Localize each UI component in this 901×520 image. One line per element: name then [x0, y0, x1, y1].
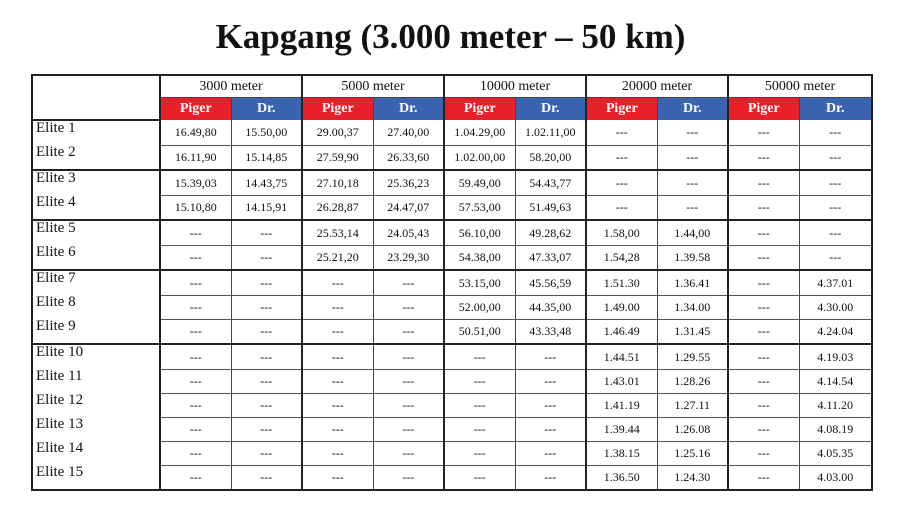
row-label: Elite 6 [32, 245, 160, 270]
time-cell: 14.43,75 [231, 170, 302, 195]
time-cell: --- [728, 145, 799, 170]
time-cell: --- [799, 220, 872, 245]
time-cell: --- [799, 145, 872, 170]
time-cell: 1.41.19 [586, 393, 657, 417]
table-row [32, 195, 872, 220]
time-cell: --- [373, 465, 444, 490]
time-cell: 1.51.30 [586, 270, 657, 295]
time-cell: --- [728, 369, 799, 393]
time-cell: --- [799, 245, 872, 270]
table-row [32, 344, 872, 369]
time-cell: --- [728, 344, 799, 369]
subheader-dr: Dr. [373, 98, 444, 121]
time-cell: --- [160, 319, 231, 344]
time-cell: 57.53,00 [444, 195, 515, 220]
time-cell: 23.29,30 [373, 245, 444, 270]
subheader-piger: Piger [160, 98, 231, 121]
time-cell: 1.39.58 [657, 245, 728, 270]
time-cell: --- [728, 319, 799, 344]
time-cell: 4.03.00 [799, 465, 872, 490]
time-cell: --- [515, 393, 586, 417]
row-label: Elite 5 [36, 220, 76, 236]
time-cell: 15.39,03 [160, 170, 231, 195]
time-cell: 25.53,14 [302, 220, 373, 245]
time-cell: 53.15,00 [444, 270, 515, 295]
subheader-piger: Piger [444, 98, 515, 121]
time-cell: --- [728, 441, 799, 465]
row-label: Elite 14 [36, 440, 84, 456]
time-cell: --- [728, 417, 799, 441]
table-row [32, 170, 872, 195]
time-cell: 1.49.00 [586, 295, 657, 319]
time-cell: 1.54,28 [586, 245, 657, 270]
table-row [32, 295, 872, 319]
time-cell: --- [160, 295, 231, 319]
header-row-distances [32, 75, 872, 98]
time-cell: --- [302, 441, 373, 465]
time-cell: --- [160, 465, 231, 490]
time-cell: 16.11,90 [160, 145, 231, 170]
time-cell: --- [586, 120, 657, 145]
time-cell: 1.44.51 [586, 344, 657, 369]
time-cell: --- [302, 465, 373, 490]
time-cell: --- [728, 295, 799, 319]
time-cell: --- [160, 344, 231, 369]
time-cell: 1.36.41 [657, 270, 728, 295]
time-cell: 44.35,00 [515, 295, 586, 319]
time-cell: --- [373, 369, 444, 393]
time-cell: 4.19.03 [799, 344, 872, 369]
table-row [32, 145, 872, 170]
time-cell: 29.00,37 [302, 120, 373, 145]
time-cell: --- [444, 441, 515, 465]
time-cell: 4.30.00 [799, 295, 872, 319]
time-cell: 1.26.08 [657, 417, 728, 441]
time-cell: 4.14.54 [799, 369, 872, 393]
column-header-3000: 3000 meter [160, 75, 302, 98]
time-cell: 54.38,00 [444, 245, 515, 270]
time-cell: 1.36.50 [586, 465, 657, 490]
time-cell: --- [231, 417, 302, 441]
time-cell: --- [444, 465, 515, 490]
time-cell: --- [302, 417, 373, 441]
time-cell: --- [231, 220, 302, 245]
time-cell: 15.14,85 [231, 145, 302, 170]
time-cell: --- [728, 465, 799, 490]
time-cell: 4.37.01 [799, 270, 872, 295]
time-cell: --- [373, 270, 444, 295]
time-cell: 26.28,87 [302, 195, 373, 220]
time-cell: --- [657, 145, 728, 170]
time-cell: 1.27.11 [657, 393, 728, 417]
time-cell: 1.46.49 [586, 319, 657, 344]
time-cell: --- [444, 417, 515, 441]
row-label: Elite 11 [36, 368, 83, 384]
time-cell: --- [799, 170, 872, 195]
column-header-20000: 20000 meter [586, 75, 728, 98]
time-cell: 1.28.26 [657, 369, 728, 393]
time-cell: 51.49,63 [515, 195, 586, 220]
table-row [32, 220, 872, 245]
time-cell: --- [160, 417, 231, 441]
time-cell: --- [728, 195, 799, 220]
time-cell: 1.58,00 [586, 220, 657, 245]
table-row [32, 120, 872, 145]
row-label: Elite 10 [36, 344, 84, 360]
subheader-piger: Piger [728, 98, 799, 121]
time-cell: 1.29.55 [657, 344, 728, 369]
row-label: Elite 12 [36, 392, 84, 408]
time-cell: 1.34.00 [657, 295, 728, 319]
time-cell: --- [231, 245, 302, 270]
time-cell: 1.02.11,00 [515, 120, 586, 145]
column-header-5000: 5000 meter [302, 75, 444, 98]
time-cell: 56.10,00 [444, 220, 515, 245]
time-cell: --- [373, 295, 444, 319]
time-cell: --- [302, 344, 373, 369]
row-label: Elite 9 [32, 319, 160, 344]
row-label: Elite 7 [36, 270, 76, 286]
time-cell: --- [444, 344, 515, 369]
time-cell: 43.33,48 [515, 319, 586, 344]
time-cell: 52.00,00 [444, 295, 515, 319]
table-row [32, 441, 872, 465]
time-cell: 1.39.44 [586, 417, 657, 441]
time-cell: 4.11.20 [799, 393, 872, 417]
time-cell: --- [444, 393, 515, 417]
time-cell: --- [373, 319, 444, 344]
time-cell: 45.56,59 [515, 270, 586, 295]
time-cell: --- [160, 245, 231, 270]
time-cell: --- [160, 270, 231, 295]
subheader-dr: Dr. [657, 98, 728, 121]
time-cell: 1.24.30 [657, 465, 728, 490]
time-cell: --- [515, 344, 586, 369]
subheader-dr: Dr. [231, 98, 302, 121]
time-cell: --- [586, 145, 657, 170]
time-cell: --- [799, 195, 872, 220]
row-label: Elite 2 [32, 145, 160, 170]
time-cell: --- [231, 344, 302, 369]
time-cell: --- [160, 393, 231, 417]
time-cell: --- [728, 220, 799, 245]
time-cell: --- [373, 344, 444, 369]
time-cell: --- [160, 220, 231, 245]
time-cell: 14.15,91 [231, 195, 302, 220]
time-cell: --- [231, 270, 302, 295]
time-cell: --- [231, 319, 302, 344]
row-label: Elite 3 [36, 170, 76, 186]
time-cell: 47.33,07 [515, 245, 586, 270]
time-cell: --- [444, 369, 515, 393]
time-cell: --- [728, 270, 799, 295]
time-cell: 58.20,00 [515, 145, 586, 170]
time-cell: --- [373, 393, 444, 417]
table-row [32, 369, 872, 393]
row-label: Elite 13 [36, 416, 84, 432]
time-cell: 1.31.45 [657, 319, 728, 344]
time-cell: --- [302, 295, 373, 319]
time-cell: --- [231, 295, 302, 319]
time-cell: --- [160, 441, 231, 465]
time-cell: 27.59,90 [302, 145, 373, 170]
table-row [32, 465, 872, 490]
time-cell: --- [515, 417, 586, 441]
time-cell: --- [515, 465, 586, 490]
time-cell: --- [586, 195, 657, 220]
time-cell: 16.49,80 [160, 120, 231, 145]
column-header-10000: 10000 meter [444, 75, 586, 98]
time-cell: 27.40,00 [373, 120, 444, 145]
table-row [32, 270, 872, 295]
time-cell: 27.10,18 [302, 170, 373, 195]
subheader-dr: Dr. [515, 98, 586, 121]
time-cell: --- [657, 170, 728, 195]
time-cell: --- [302, 369, 373, 393]
time-cell: 15.10,80 [160, 195, 231, 220]
row-label: Elite 8 [36, 294, 76, 310]
table-row [32, 393, 872, 417]
time-cell: 1.25.16 [657, 441, 728, 465]
time-cell: --- [657, 195, 728, 220]
time-cell: 1.43.01 [586, 369, 657, 393]
header-corner [32, 75, 160, 120]
time-cell: 54.43,77 [515, 170, 586, 195]
subheader-piger: Piger [302, 98, 373, 121]
table-row [32, 417, 872, 441]
time-cell: --- [728, 393, 799, 417]
time-cell: --- [728, 120, 799, 145]
time-cell: --- [373, 417, 444, 441]
time-cell: --- [373, 441, 444, 465]
time-cell: --- [728, 170, 799, 195]
row-label: Elite 1 [36, 120, 76, 136]
time-cell: --- [231, 369, 302, 393]
time-cell: 1.02.00,00 [444, 145, 515, 170]
time-cell: --- [302, 270, 373, 295]
time-cell: 59.49,00 [444, 170, 515, 195]
time-cell: 15.50,00 [231, 120, 302, 145]
time-cell: --- [515, 441, 586, 465]
subheader-piger: Piger [586, 98, 657, 121]
time-cell: --- [160, 369, 231, 393]
time-cell: 4.05.35 [799, 441, 872, 465]
column-header-50000: 50000 meter [728, 75, 872, 98]
time-cell: --- [302, 393, 373, 417]
time-cell: 24.05,43 [373, 220, 444, 245]
time-cell: 1.44,00 [657, 220, 728, 245]
row-label: Elite 4 [32, 195, 160, 220]
time-cell: --- [586, 170, 657, 195]
time-cell: 24.47,07 [373, 195, 444, 220]
time-cell: --- [231, 465, 302, 490]
time-cell: --- [728, 245, 799, 270]
time-cell: 50.51,00 [444, 319, 515, 344]
time-cell: 26.33,60 [373, 145, 444, 170]
time-cell: --- [515, 369, 586, 393]
time-cell: --- [231, 441, 302, 465]
time-cell: 25.36,23 [373, 170, 444, 195]
time-cell: 25.21,20 [302, 245, 373, 270]
time-cell: 49.28,62 [515, 220, 586, 245]
results-table [31, 74, 873, 491]
time-cell: --- [799, 120, 872, 145]
page-title: Kapgang (3.000 meter – 50 km) [215, 17, 686, 56]
table-row [32, 245, 872, 270]
time-cell: 4.08.19 [799, 417, 872, 441]
time-cell: --- [657, 120, 728, 145]
row-label: Elite 15 [36, 464, 84, 480]
time-cell: 4.24.04 [799, 319, 872, 344]
time-cell: 1.04.29,00 [444, 120, 515, 145]
table-row [32, 319, 872, 344]
time-cell: 1.38.15 [586, 441, 657, 465]
subheader-dr: Dr. [799, 98, 872, 121]
time-cell: --- [231, 393, 302, 417]
time-cell: --- [302, 319, 373, 344]
